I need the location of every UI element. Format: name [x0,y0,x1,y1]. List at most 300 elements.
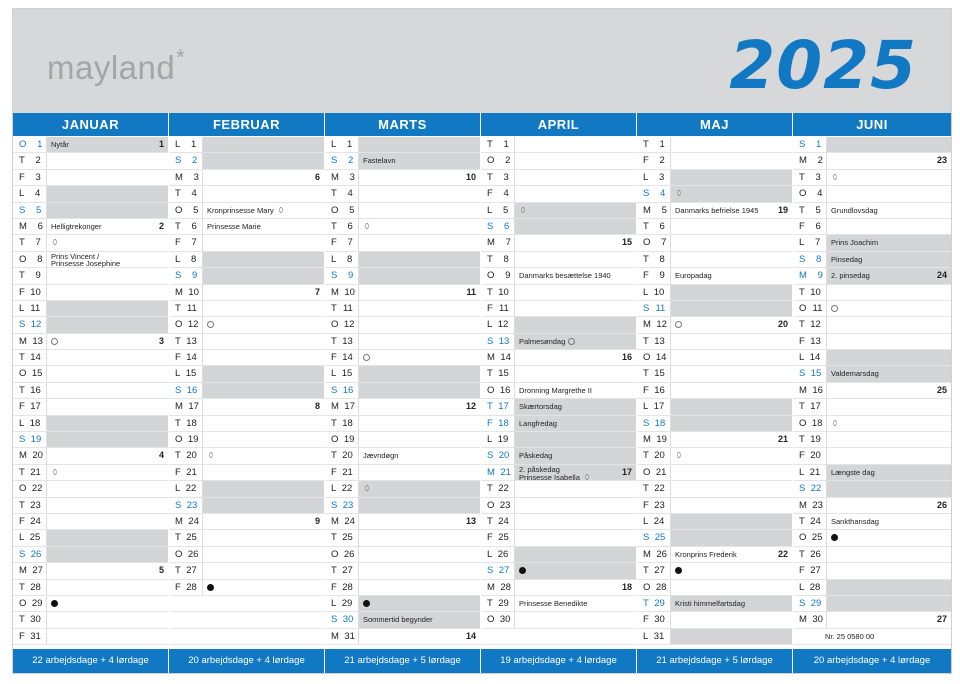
day-event [831,416,935,431]
day-label [169,563,203,578]
week-number: 24 [936,270,947,281]
weekday-letter: S [175,499,182,511]
event-text: 2. pinsedag [831,271,870,281]
day-number: 7 [35,237,41,249]
day-label [13,170,47,185]
weekday-letter: L [799,581,805,593]
day-row [793,186,951,202]
day-row [325,334,480,350]
day-number: 11 [342,302,353,314]
day-row [169,481,324,497]
day-number: 10 [344,286,355,298]
day-number: 22 [185,483,197,495]
day-label [169,580,203,595]
weekday-letter: F [799,565,805,577]
day-number: 12 [497,319,509,331]
weekday-letter: S [487,565,494,577]
day-number: 14 [500,352,511,364]
brand-logo [47,45,185,87]
weekday-letter: T [175,450,181,462]
month-header: MAJ [637,113,792,136]
day-label [793,252,827,267]
day-row [13,432,168,448]
day-label [325,465,359,480]
day-row [481,285,636,301]
day-list [169,137,324,645]
day-number: 30 [654,614,665,626]
weekday-letter: F [799,335,805,347]
weekday-letter: T [331,417,337,429]
day-number: 24 [653,515,665,527]
day-number: 11 [498,302,509,314]
day-label [481,563,515,578]
day-number: 1 [347,139,353,150]
month-column-maj [637,113,793,673]
day-label [325,137,359,152]
day-row [325,629,480,645]
day-row [481,137,636,153]
day-event [363,448,464,463]
day-row [793,448,951,464]
weekday-letter: F [175,352,181,364]
day-label [637,350,671,365]
day-label [169,219,203,234]
weekday-letter: L [799,352,805,364]
weekday-letter: M [331,401,339,413]
weekday-letter: T [19,466,25,478]
day-number: 8 [503,253,509,265]
day-label [325,170,359,185]
day-row [637,563,792,579]
quarter-moon-icon [207,451,215,459]
day-label [637,383,671,398]
week-number: 20 [777,319,788,330]
day-label [793,170,827,185]
day-row [481,334,636,350]
weekday-letter: F [19,515,25,527]
day-number: 27 [654,565,665,577]
day-label [169,317,203,332]
weekday-letter: S [643,532,650,544]
day-number: 27 [342,565,353,577]
weekday-letter: M [175,286,183,298]
day-number: 5 [503,204,509,216]
week-number: 9 [314,515,320,526]
weekday-letter: M [799,499,807,511]
day-label [169,448,203,463]
day-label [169,498,203,513]
day-label [13,301,47,316]
day-row [481,432,636,448]
day-event [831,170,935,185]
day-number: 13 [32,335,43,347]
day-label [169,366,203,381]
day-label [793,448,827,463]
product-number: Nr. 25 0580 00 [825,631,875,641]
weekday-letter: O [331,204,339,216]
day-row [325,153,480,169]
weekday-letter: T [487,368,493,380]
day-row [481,596,636,612]
weekday-letter: L [643,286,649,298]
day-label [13,252,47,267]
weekday-letter: F [643,384,649,396]
weekday-letter: O [487,499,495,511]
week-number: 8 [314,401,320,412]
day-number: 13 [342,335,353,347]
day-row [169,186,324,202]
day-number: 5 [349,204,355,216]
day-row [637,366,792,382]
day-event [207,317,308,332]
weekday-letter: S [799,253,806,265]
day-label [13,416,47,431]
day-number: 2 [192,155,198,167]
day-number: 29 [498,597,509,609]
day-row [793,317,951,333]
weekday-letter: L [175,483,181,495]
month-header: JANUAR [13,113,168,136]
day-number: 3 [193,171,199,183]
day-label [793,153,827,168]
day-row [793,514,951,530]
day-number: 29 [31,597,43,609]
day-number: 9 [35,270,41,282]
day-number: 17 [30,401,41,413]
weekday-letter: S [487,450,494,462]
day-number: 20 [654,450,665,462]
day-number: 18 [29,417,41,429]
day-label [481,498,515,513]
day-event [831,514,935,529]
event-text: Danmarks befrielse 1945 [675,205,759,215]
weekday-letter: M [799,155,807,167]
month-footer-workdays: 20 arbejdsdage + 4 lørdage [793,649,951,673]
new-moon-icon [675,567,682,574]
event-text: Kronprins Frederik [675,549,737,559]
day-row [793,334,951,350]
day-row [13,252,168,268]
day-event [831,530,935,545]
day-number: 9 [192,270,198,282]
day-label [13,285,47,300]
day-row [793,170,951,186]
day-number: 5 [815,204,821,216]
day-label [637,547,671,562]
weekday-letter: F [19,401,25,413]
weekday-letter: T [643,483,649,495]
quarter-moon-icon [51,238,59,246]
day-row [325,383,480,399]
day-row [169,301,324,317]
event-text: Kristi himmelfartsdag [675,598,746,608]
day-row [169,235,324,251]
day-label [637,448,671,463]
day-label [481,186,515,201]
day-label [325,596,359,611]
event-text: Danmarks besættelse 1940 [519,271,611,281]
day-label [637,481,671,496]
weekday-letter: T [643,335,649,347]
weekday-letter: O [175,204,183,216]
day-number: 23 [186,499,198,511]
day-number: 15 [810,368,822,380]
weekday-letter: S [331,155,338,167]
full-moon-icon [831,305,838,312]
day-label [13,203,47,218]
day-row [325,465,480,481]
weekday-letter: F [643,614,649,626]
day-event [831,465,935,480]
quarter-moon-icon [675,189,683,197]
month-footer-workdays: 20 arbejdsdage + 4 lørdage [169,649,324,673]
day-label [481,514,515,529]
day-number: 24 [498,515,509,527]
weekday-letter: M [331,286,339,298]
day-label [13,448,47,463]
day-number: 22 [498,483,509,495]
day-row [325,481,480,497]
day-row [637,285,792,301]
week-number: 11 [466,286,476,297]
day-number: 22 [31,483,43,495]
event-text: Længste dag [831,467,875,477]
day-row [13,498,168,514]
day-label [793,563,827,578]
new-moon-icon [519,567,526,574]
day-label [793,481,827,496]
day-label [169,547,203,562]
day-row [793,580,951,596]
day-label [13,350,47,365]
day-number: 12 [343,319,355,331]
calendar-sheet [12,8,952,674]
day-label [325,350,359,365]
day-row [793,383,951,399]
day-row [13,383,168,399]
event-text: Grundlovsdag [831,205,878,215]
day-number: 24 [810,515,821,527]
day-label [481,547,515,562]
weekday-letter: T [19,384,25,396]
week-number: 22 [777,548,788,559]
day-label [169,432,203,447]
day-label [793,465,827,480]
day-label [325,629,359,644]
day-number: 17 [653,401,665,413]
day-row [13,301,168,317]
day-number: 31 [344,630,355,642]
day-number: 7 [191,237,197,249]
day-number: 7 [347,237,353,249]
day-number: 28 [809,581,821,593]
event-text: Valdemarsdag [831,369,879,379]
day-label [13,465,47,480]
weekday-letter: L [487,204,493,216]
day-row [13,334,168,350]
day-number: 21 [342,466,353,478]
weekday-letter: L [331,139,337,150]
day-row [13,481,168,497]
day-row [793,612,951,628]
day-label [325,514,359,529]
weekday-letter: M [331,171,339,183]
week-number: 10 [465,171,476,182]
event-text: Dronning Margrethe II [519,385,592,395]
quarter-moon-icon [363,484,371,492]
weekday-letter: M [487,581,495,593]
day-label [793,596,827,611]
weekday-letter: M [19,335,27,347]
weekday-letter: S [799,597,806,609]
day-label [637,301,671,316]
day-number: 13 [498,335,510,347]
weekday-letter: T [643,253,649,265]
day-number: 13 [654,335,665,347]
day-label [325,203,359,218]
weekday-letter: T [487,286,493,298]
day-row [481,350,636,366]
weekday-letter: L [19,302,25,314]
weekday-letter: F [643,270,649,282]
day-event [675,596,776,611]
day-label [793,219,827,234]
quarter-moon-icon [363,222,371,230]
weekday-letter: F [331,237,337,249]
day-row [793,498,951,514]
quarter-moon-icon [831,419,839,427]
weekday-letter: T [643,368,649,380]
day-label [637,465,671,480]
day-event [831,235,935,250]
day-row [325,563,480,579]
weekday-letter: T [643,597,649,609]
day-label [13,563,47,578]
day-label [637,186,671,201]
day-label [793,235,827,250]
day-row [481,580,636,596]
day-row [325,350,480,366]
weekday-letter: L [643,630,649,642]
day-number: 4 [191,188,197,200]
day-row [637,498,792,514]
day-row [13,530,168,546]
day-label [325,334,359,349]
day-row [13,465,168,481]
day-label [637,629,671,644]
week-number: 19 [777,204,788,215]
day-number: 6 [191,220,197,232]
day-number: 4 [347,188,353,200]
day-label [169,350,203,365]
day-row [169,268,324,284]
day-row [169,580,324,596]
weekday-letter: L [175,253,181,265]
day-label [481,432,515,447]
day-event [675,448,776,463]
day-row [481,465,636,481]
weekday-letter: F [643,499,649,511]
day-number: 26 [343,548,355,560]
day-row [793,530,951,546]
day-row [13,268,168,284]
day-row [325,596,480,612]
weekday-letter: T [643,565,649,577]
day-row [169,219,324,235]
day-row [793,285,951,301]
day-label [169,530,203,545]
week-number: 16 [621,352,632,363]
quarter-moon-icon [831,173,839,181]
day-row [325,580,480,596]
day-number: 14 [809,352,821,364]
day-number: 18 [654,417,666,429]
day-row [481,170,636,186]
day-number: 20 [342,450,353,462]
day-event [51,252,152,268]
weekday-letter: M [487,352,495,364]
new-moon-icon [207,584,214,591]
day-list [13,137,168,645]
day-number: 12 [187,319,199,331]
day-number: 27 [810,565,821,577]
week-number: 23 [936,155,947,166]
day-number: 14 [30,352,41,364]
weekday-letter: O [19,139,27,150]
weekday-letter: S [799,368,806,380]
day-row [481,416,636,432]
day-label [169,334,203,349]
day-event [363,350,464,365]
day-row [169,285,324,301]
day-label [793,612,827,627]
week-number: 7 [314,286,320,297]
day-number: 23 [499,499,511,511]
weekday-letter: O [487,155,495,167]
day-row [481,383,636,399]
day-label [169,170,203,185]
day-number: 7 [505,237,511,249]
month-header: MARTS [325,113,480,136]
month-header: APRIL [481,113,636,136]
day-label [481,170,515,185]
day-row [793,137,951,153]
day-row [637,399,792,415]
weekday-letter: L [19,417,25,429]
day-number: 20 [32,450,43,462]
day-label [637,366,671,381]
day-number: 31 [30,630,41,642]
day-row [13,285,168,301]
day-label [637,153,671,168]
day-number: 9 [348,270,354,282]
day-row [481,317,636,333]
day-label [793,203,827,218]
week-number: 5 [158,565,164,576]
day-number: 28 [186,581,197,593]
day-row [169,366,324,382]
day-number: 6 [504,220,510,232]
event-text: Påskedag [519,451,553,461]
day-row [13,563,168,579]
day-label [637,399,671,414]
weekday-letter: S [643,417,650,429]
day-row [481,301,636,317]
month-header: JUNI [793,113,951,136]
day-number: 15 [31,368,43,380]
weekday-letter: F [487,532,493,544]
week-number: 25 [936,384,947,395]
